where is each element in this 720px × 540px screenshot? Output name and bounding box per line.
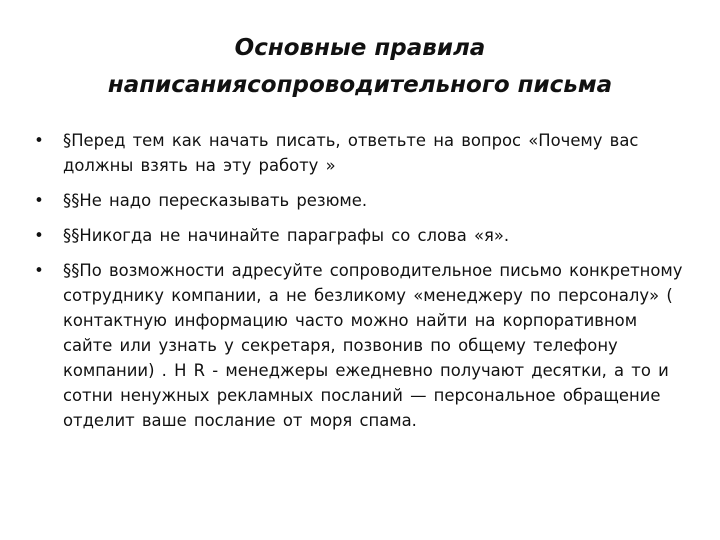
bullet-item-4: [32, 258, 692, 433]
bullet-item-3: [32, 223, 692, 248]
bullet-dot-icon: •: [34, 191, 44, 210]
bullet-item-2: [32, 188, 692, 213]
slide-title-line-2: написаниясопроводительного письма: [107, 72, 613, 98]
bullet-text-2: §§Не надо пересказывать резюме.: [63, 191, 368, 210]
bullet-dot-icon: •: [34, 226, 44, 245]
bullet-text-1: §Перед тем как начать писать, ответьте на вопрос «Почему вас должны взять на эту работу »: [63, 131, 639, 175]
slide-title-line-1: Основные правила: [234, 35, 486, 61]
bullet-text-4: §§По возможности адресуйте сопроводительное письмо конкретному сотруднику компании, а не безликому «менеджеру по персоналу» ( контактную информацию часто можно найти на корпоративном сайте или узнать у секретаря, позвонив по общему телефону компании) . H R - менеджеры ежедневно получают десятки, а то и сотни ненужных рекламных посланий — персональное обращение отделит ваше послание от моря спама.: [63, 261, 683, 430]
bullet-dot-icon: •: [34, 261, 44, 280]
slide-title: [0, 30, 720, 104]
bullet-text-3: §§Никогда не начинайте параграфы со слова «я».: [63, 226, 510, 245]
bullet-item-1: [32, 128, 692, 178]
bullet-dot-icon: •: [34, 131, 44, 150]
bullet-list: [32, 128, 692, 443]
